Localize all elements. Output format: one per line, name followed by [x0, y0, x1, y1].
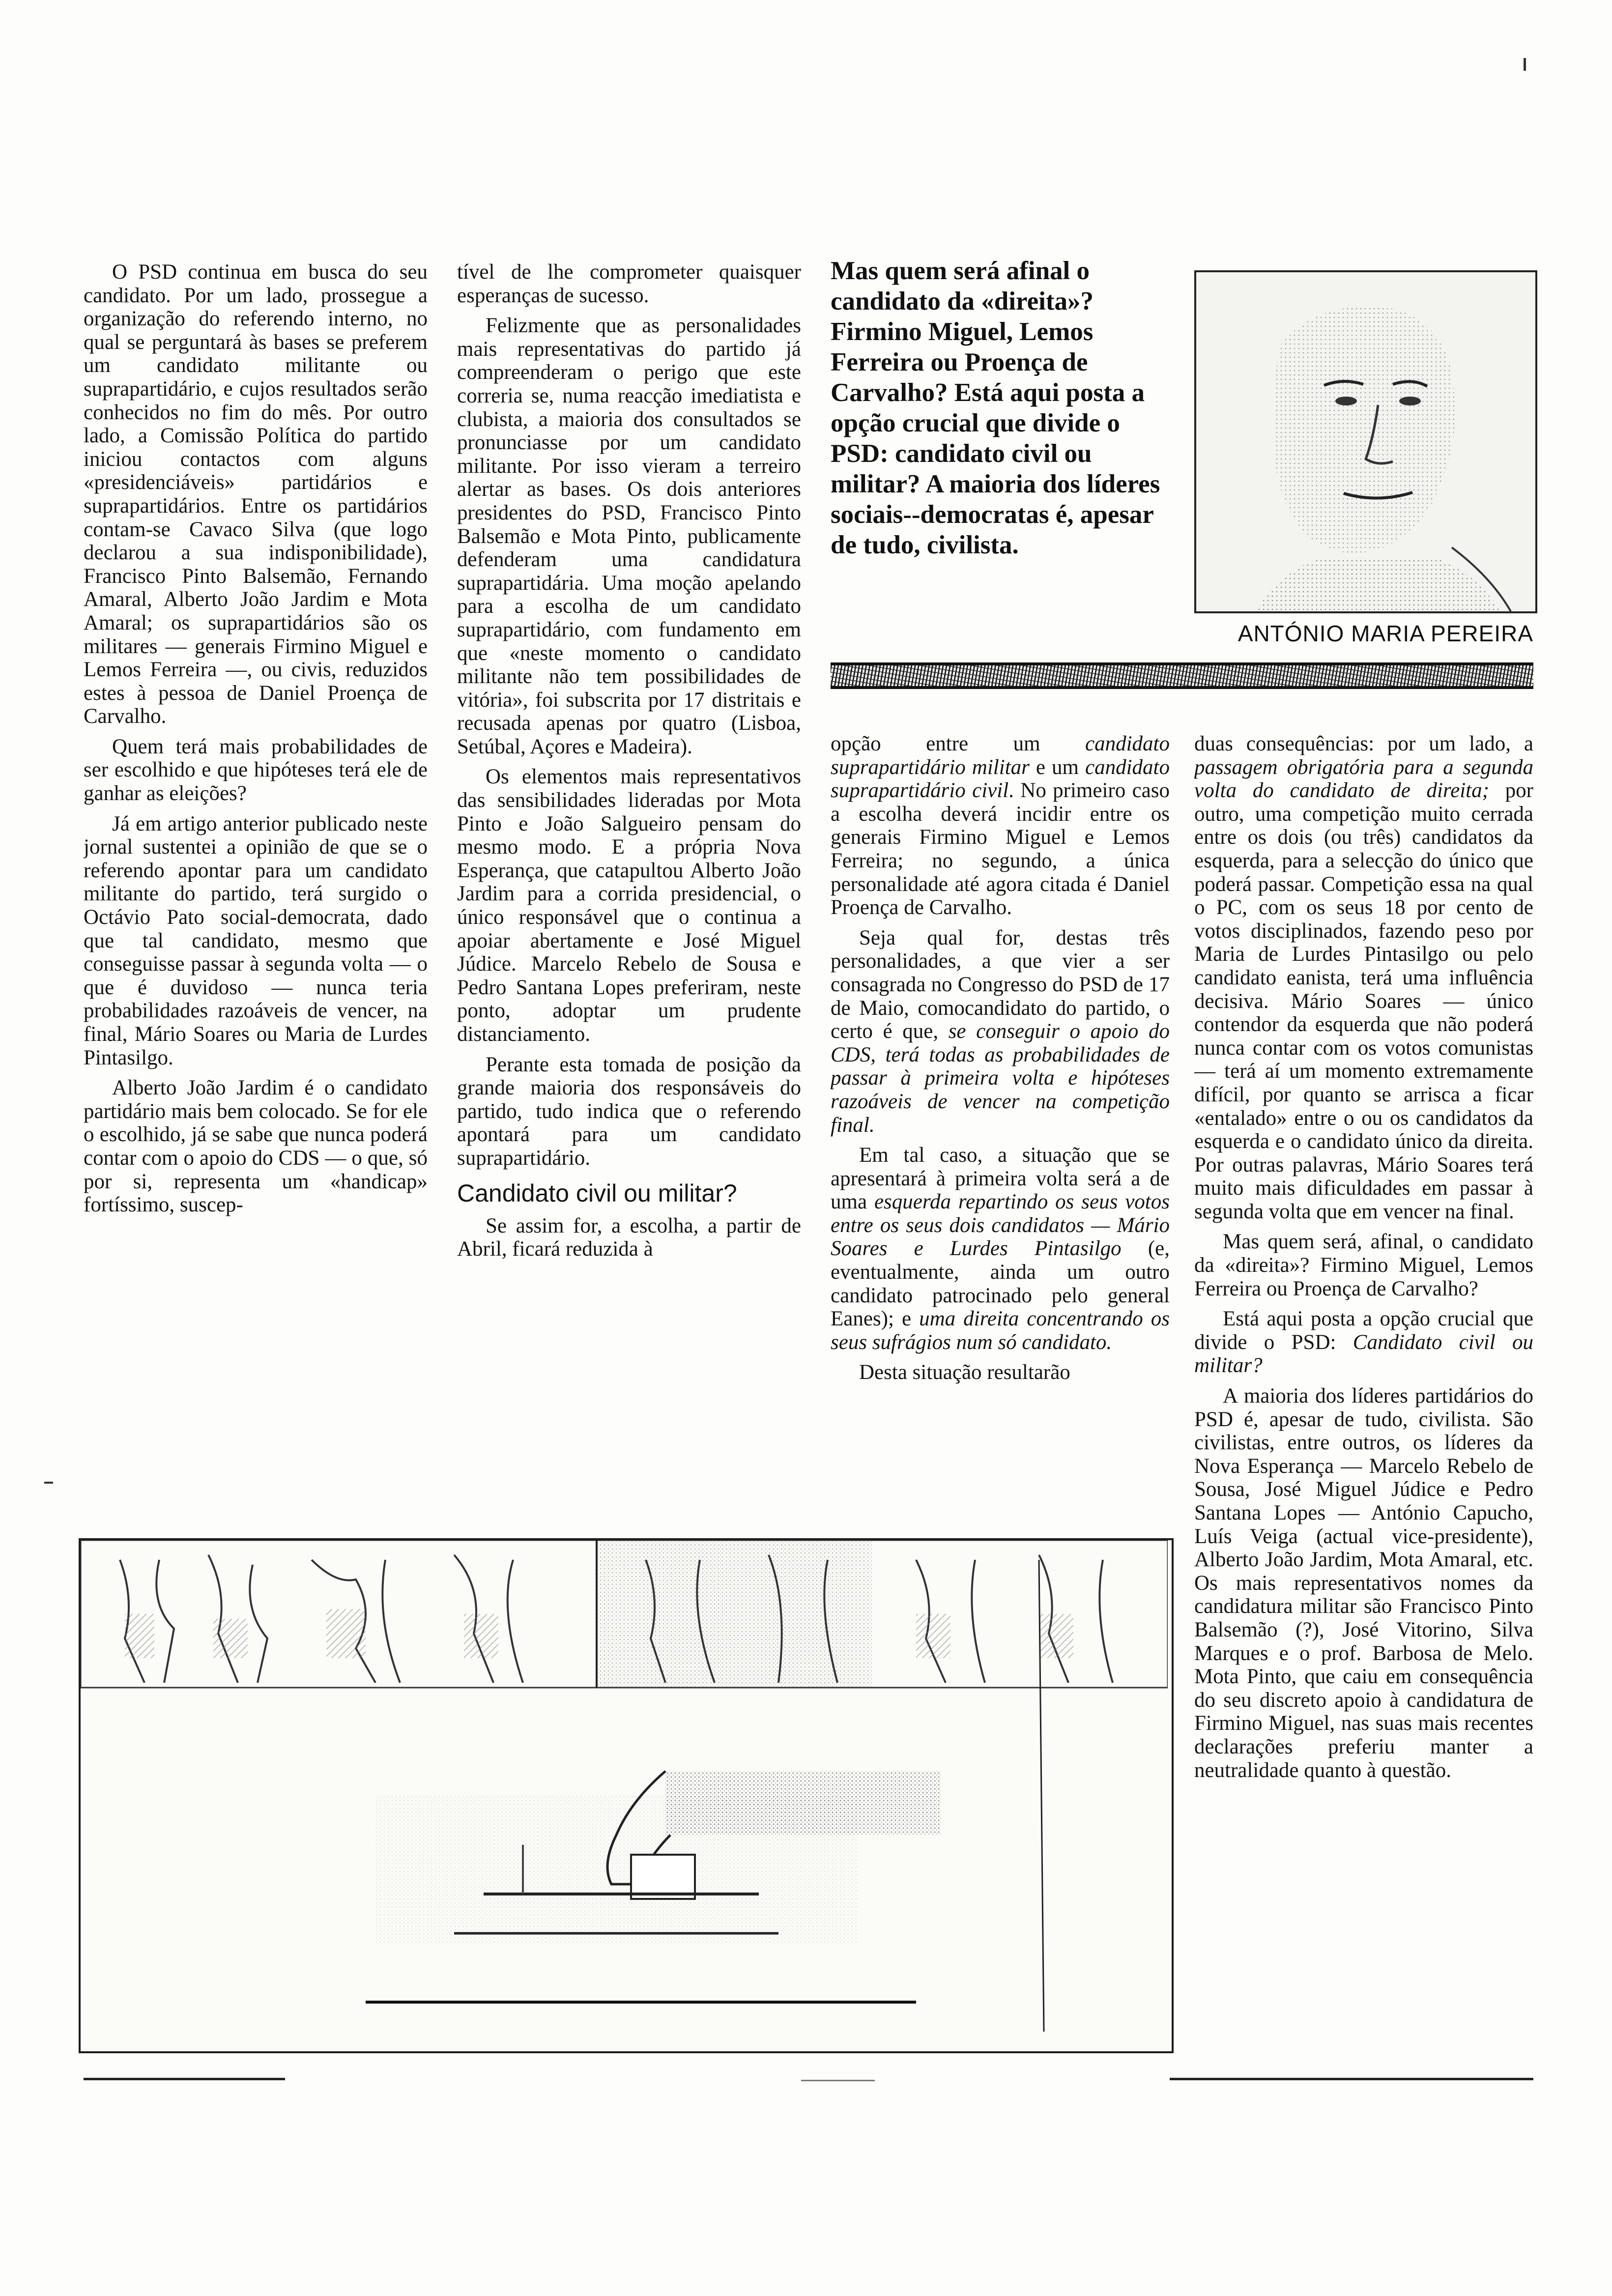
text-run-italic: candidato suprapartidário militar: [831, 732, 1170, 779]
footer-rule-right: [1170, 2078, 1533, 2080]
paragraph: O PSD continua em busca do seu candidato. Por um lado, prossegue a organização do referendo interno, no qual se perguntará às bases se preferem um candidato militante ou suprapartidário, e cujos resultados serão conhecidos no fim do mês. Por outro lado, a Comissão Política do partido iniciou contactos com alguns «presidenciáveis» partidários e suprapartidários. Entre os partidários contam-se Cavaco Silva (que logo declarou a sua indisponibilidade), Francisco Pinto Balsemão, Fernando Amaral, Alberto João Jardim e Mota Amaral; os suprapartidários são os militares — generais Firmino Miguel e Lemos Ferreira —, ou civis, reduzidos estes à pessoa de Daniel Proença de Carvalho.: [84, 260, 428, 728]
paragraph: Já em artigo anterior publicado neste jornal sustentei a opinião de que se o referendo apontar para um candidato militante do partido, terá surgido o Octávio Pato social-democrata, dado que tal candidato, mesmo que conseguisse passar à segunda volta — o que é duvidoso — nunca teria probabilidades razoáveis de vencer, na final, Mário Soares ou Maria de Lurdes Pintasilgo.: [84, 812, 428, 1069]
text-run: Em tal caso, a situação que se apresentará à primeira volta será a de uma: [831, 1144, 1170, 1214]
text-run-italic: se conseguir o apoio do CDS, terá todas as probabilidades de passar à primeira volta e hipóteses razoáveis de vencer na competição final.: [831, 1020, 1170, 1137]
text-run-italic: passagem obrigatória para a segunda volta do candidato de direita;: [1194, 755, 1533, 803]
paragraph: Os elementos mais representativos das sensibilidades lideradas por Mota Pinto e João Salgueiro pensam do mesmo modo. E a própria Nova Esperança, que catapultou Alberto João Jardim para a corrida presidencial, o único responsável que o continua a apoiar abertamente e José Miguel Júdice. Marcelo Rebelo de Sousa e Pedro Santana Lopes preferiram, neste ponto, adoptar um prudente distanciamento.: [457, 765, 801, 1046]
portrait-photo: [1194, 270, 1537, 613]
cartoon-illustration: [79, 1538, 1174, 2053]
text-run-italic: esquerda repartindo os seus votos entre os seus dois candidatos — Mário Soares e Lurdes Pintasilgo: [831, 1190, 1170, 1261]
scan-mark: [44, 1482, 53, 1484]
paragraph: Mas quem será, afinal, o candidato da «direita»? Firmino Miguel, Lemos Ferreira ou Proença de Carvalho?: [1194, 1230, 1533, 1300]
text-run: . No primeiro caso a escolha deverá incidir entre os generais Firmino Miguel e Lemos Ferreira; no segundo, a única personalidade até agora citada é Daniel Proença de Carvalho.: [831, 779, 1170, 919]
scan-mark: [1524, 58, 1526, 71]
paragraph: A maioria dos líderes partidários do PSD é, apesar de tudo, civilista. São civilistas, entre outros, os líderes da Nova Esperança — Marcelo Rebelo de Sousa, José Miguel Júdice e Pedro Santana Lopes — António Capucho, Luís Veiga (actual vice-presidente), Alberto João Jardim, Mota Amaral, etc. Os mais representativos nomes da candidatura militar são Francisco Pinto Balsemão (?), José Vitorino, Silva Marques e o prof. Barbosa de Melo. Mota Pinto, que caiu em consequência do seu discreto apoio à candidatura de Firmino Miguel, nas suas mais recentes declarações preferiu manter a neutralidade quanto à questão.: [1194, 1384, 1533, 1782]
portrait-sketch: [1196, 272, 1535, 611]
decorative-rule: [831, 662, 1533, 689]
text-run-italic: Candidato civil ou militar?: [1194, 1330, 1533, 1378]
text-run: (e, eventualmente, ainda um outro candidato patrocinado pelo general Eanes); e: [831, 1237, 1170, 1331]
paragraph: [831, 732, 1170, 919]
paragraph: [831, 1144, 1170, 1354]
paragraph: tível de lhe comprometer quaisquer esperanças de sucesso.: [457, 260, 801, 307]
article-column-4: [1194, 732, 1533, 2049]
footer-rule-center: [801, 2080, 875, 2081]
paragraph: [1194, 732, 1533, 1223]
footer-rule-left: [84, 2078, 285, 2080]
photo-credit: ANTÓNIO MARIA PEREIRA: [1238, 621, 1533, 646]
paragraph: Desta situação resultarão: [859, 1361, 1070, 1384]
text-run: e um: [1029, 755, 1086, 779]
paragraph: [1194, 1307, 1533, 1378]
paragraph: Felizmente que as personalidades mais representativas do partido já compreenderam o perigo que este correria se, numa reacção imediatista e clubista, a maioria dos consultados se pronunciasse por um candidato militante. Por isso vieram a terreiro alertar as bases. Os dois anteriores presidentes do PSD, Francisco Pinto Balsemão e Mota Pinto, publicamente defenderam uma candidatura suprapartidária. Uma moção apelando para a escolha de um candidato suprapartidário, com fundamento em que «neste momento o candidato militante não tem possibilidades de vitória», foi subscrita por 17 distritais e recusada apenas por quatro (Lisboa, Setúbal, Açores e Madeira).: [457, 314, 801, 758]
text-run-italic: candidato suprapartidário civil: [831, 755, 1170, 803]
paragraph: Quem terá mais probabilidades de ser escolhido e que hipóteses terá ele de ganhar as eleições?: [84, 735, 428, 805]
text-run: Está aqui posta a opção crucial que divide o PSD:: [1194, 1307, 1533, 1354]
paragraph: Perante esta tomada de posição da grande maioria dos responsáveis do partido, tudo indica que o referendo apontará para um candidato suprapartidário.: [457, 1053, 801, 1170]
text-run-italic: uma direita concentrando os seus sufrágios num só candidato.: [831, 1307, 1170, 1354]
article-column-2: [457, 260, 801, 1528]
paragraph: Alberto João Jardim é o candidato partidário mais bem colocado. Se for ele o escolhido, já se sabe que nunca poderá contar com o apoio do CDS — o que, só por si, representa um «handicap» fortíssimo, suscep-: [84, 1076, 428, 1217]
section-subhead: Candidato civil ou militar?: [457, 1179, 737, 1207]
text-run: por outro, uma competição muito cerrada entre os dois (ou três) candidatos da esquerda, para a selecção do único que poderá passar. Competição essa na qual o PC, com os seus 18 por cento de votos disciplinados, fazendo peso por Maria de Lurdes Pintasilgo ou pelo candidato eanista, terá uma influência decisiva. Mário Soares — único contendor da esquerda que não poderá nunca contar com os votos comunistas — terá aí um momento extremamente difícil, por quanto se arrisca a ficar «entalado» entre o ou os candidatos da esquerda e o candidato único da direita. Por outras palavras, Mário Soares terá muito mais dificuldades em passar à segunda volta que em vencer na final.: [1194, 779, 1533, 1223]
text-run: duas consequências: por um lado, a: [1194, 732, 1533, 755]
paragraph: Se assim for, a escolha, a partir de Abril, ficará reduzida à: [457, 1214, 801, 1261]
article-column-3: [831, 732, 1170, 1528]
paragraph: [831, 926, 1170, 1137]
text-run: opção entre um: [831, 732, 1086, 755]
pull-quote: Mas quem será afinal o candidato da «direita»? Firmino Miguel, Lemos Ferreira ou Proença de Carvalho? Está aqui posta a opção crucial que divide o PSD: candidato civil ou militar? A maioria dos líderes sociais--democratas é, apesar de tudo, civilista.: [831, 257, 1160, 559]
text-run: Seja qual for, destas três personalidades, a que vier a ser consagrada no Congresso do PSD de 17 de Maio, comocandidato do partido, o certo é que,: [831, 926, 1170, 1043]
article-column-1: [84, 260, 428, 1528]
cartoon-drawing: [81, 1540, 1168, 2047]
